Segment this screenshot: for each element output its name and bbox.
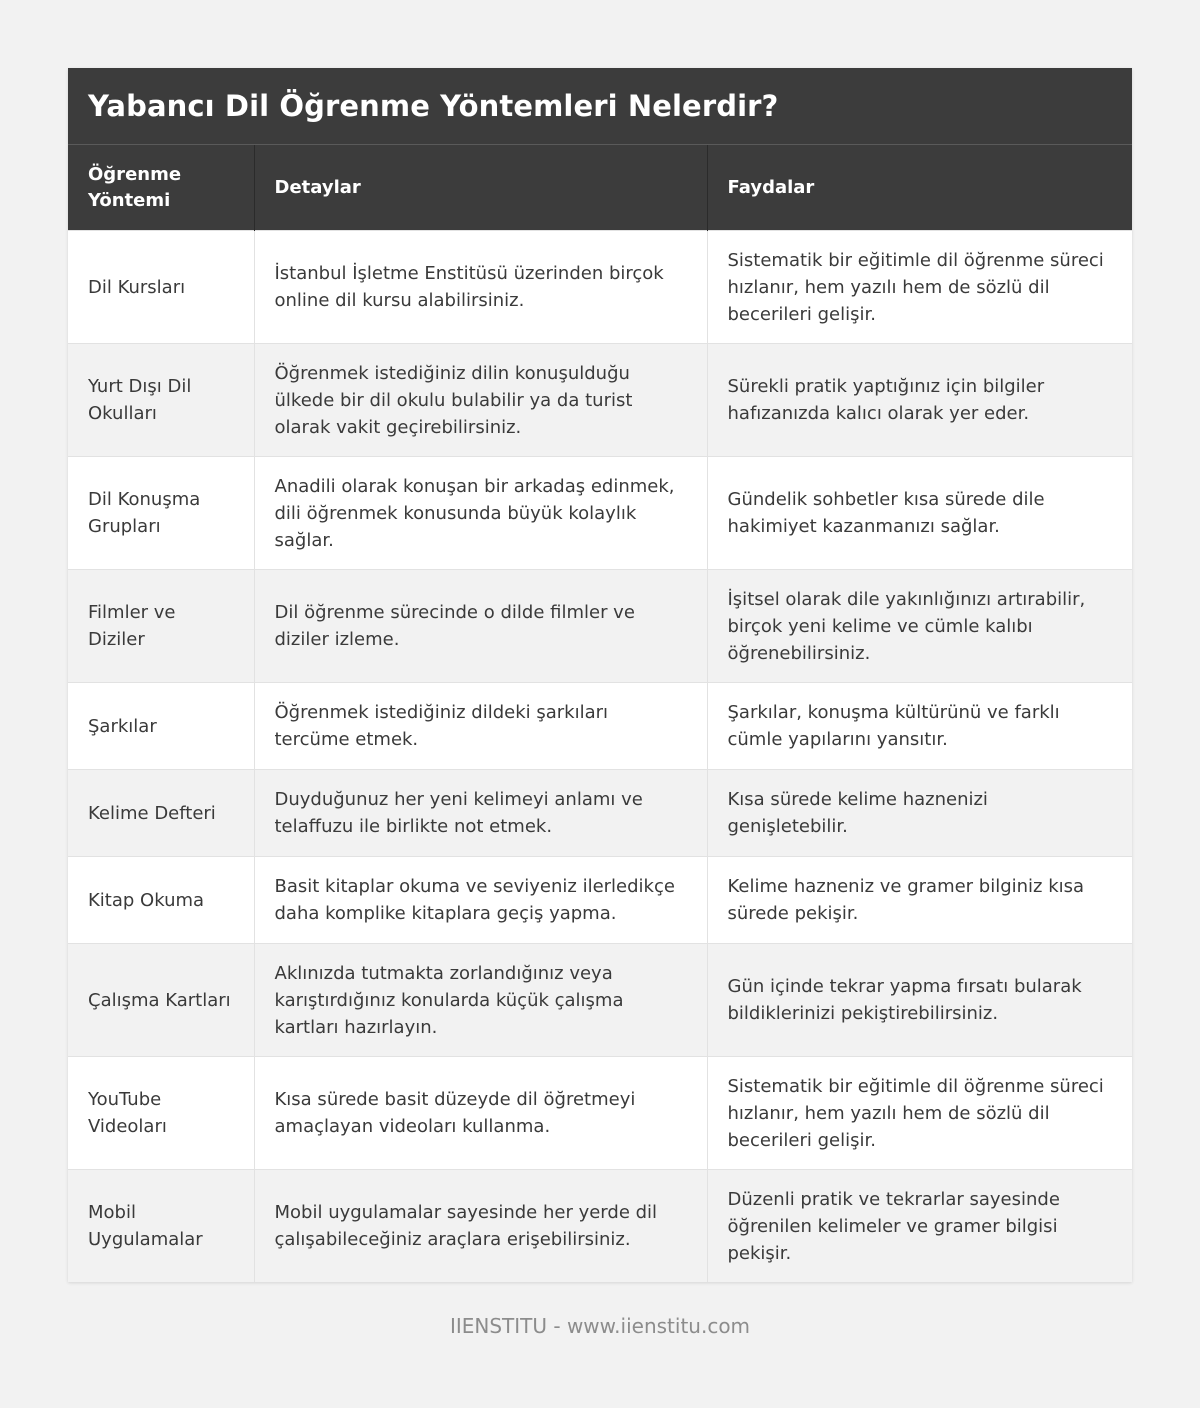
details-cell: Öğrenmek istediğiniz dilin konuşulduğu ülkede bir dil okulu bulabilir ya da turist olarak vakit geçirebilirsiniz. [254,344,707,457]
table-row [68,231,1132,344]
method-cell: Dil Konuşma Grupları [68,457,254,570]
benefits-cell: İşitsel olarak dile yakınlığınızı artırabilir, birçok yeni kelime ve cümle kalıbı öğrenebilirsiniz. [707,570,1132,683]
details-cell: İstanbul İşletme Enstitüsü üzerinden birçok online dil kursu alabilirsiniz. [254,231,707,344]
footer-credit: IIENSTITU - www.iienstitu.com [449,1314,751,1338]
method-cell: Mobil Uygulamalar [68,1170,254,1283]
table-row [68,857,1132,944]
method-cell: Şarkılar [68,683,254,770]
header-row [68,145,1132,231]
benefits-cell: Sistematik bir eğitimle dil öğrenme süreci hızlanır, hem yazılı hem de sözlü dil becerileri gelişir. [707,231,1132,344]
method-cell: Çalışma Kartları [68,944,254,1057]
table-row [68,1057,1132,1170]
column-header-method: Öğrenme Yöntemi [68,145,254,231]
table-row [68,570,1132,683]
details-cell: Anadili olarak konuşan bir arkadaş edinmek, dili öğrenmek konusunda büyük kolaylık sağlar. [254,457,707,570]
details-cell: Aklınızda tutmakta zorlandığınız veya karıştırdığınız konularda küçük çalışma kartları hazırlayın. [254,944,707,1057]
column-header-details: Detaylar [254,145,707,231]
table-body [68,231,1132,1283]
method-cell: Kitap Okuma [68,857,254,944]
benefits-cell: Sürekli pratik yaptığınız için bilgiler hafızanızda kalıcı olarak yer eder. [707,344,1132,457]
benefits-cell: Gündelik sohbetler kısa sürede dile hakimiyet kazanmanızı sağlar. [707,457,1132,570]
title-bar [68,68,1132,145]
table-row [68,770,1132,857]
details-cell: Mobil uygulamalar sayesinde her yerde dil çalışabileceğiniz araçlara erişebilirsiniz. [254,1170,707,1283]
benefits-cell: Kelime hazneniz ve gramer bilginiz kısa sürede pekişir. [707,857,1132,944]
benefits-cell: Gün içinde tekrar yapma fırsatı bularak bildiklerinizi pekiştirebilirsiniz. [707,944,1132,1057]
table-row [68,457,1132,570]
table-header [68,145,1132,231]
method-cell: Dil Kursları [68,231,254,344]
table-row [68,344,1132,457]
table-row [68,1170,1132,1283]
details-cell: Duyduğunuz her yeni kelimeyi anlamı ve telaffuzu ile birlikte not etmek. [254,770,707,857]
benefits-cell: Sistematik bir eğitimle dil öğrenme süreci hızlanır, hem yazılı hem de sözlü dil becerileri gelişir. [707,1057,1132,1170]
methods-table [68,145,1132,1282]
details-cell: Kısa sürede basit düzeyde dil öğretmeyi amaçlayan videoları kullanma. [254,1057,707,1170]
page-title: Yabancı Dil Öğrenme Yöntemleri Nelerdir? [88,89,779,123]
column-header-benefits: Faydalar [707,145,1132,231]
method-cell: Filmler ve Diziler [68,570,254,683]
method-cell: Kelime Defteri [68,770,254,857]
method-cell: YouTube Videoları [68,1057,254,1170]
table-row [68,683,1132,770]
benefits-cell: Düzenli pratik ve tekrarlar sayesinde öğrenilen kelimeler ve gramer bilgisi pekişir. [707,1170,1132,1283]
table-card [68,68,1132,1282]
benefits-cell: Kısa sürede kelime haznenizi genişletebilir. [707,770,1132,857]
details-cell: Dil öğrenme sürecinde o dilde filmler ve diziler izleme. [254,570,707,683]
table-row [68,944,1132,1057]
details-cell: Basit kitaplar okuma ve seviyeniz ilerledikçe daha komplike kitaplara geçiş yapma. [254,857,707,944]
benefits-cell: Şarkılar, konuşma kültürünü ve farklı cümle yapılarını yansıtır. [707,683,1132,770]
details-cell: Öğrenmek istediğiniz dildeki şarkıları tercüme etmek. [254,683,707,770]
method-cell: Yurt Dışı Dil Okulları [68,344,254,457]
